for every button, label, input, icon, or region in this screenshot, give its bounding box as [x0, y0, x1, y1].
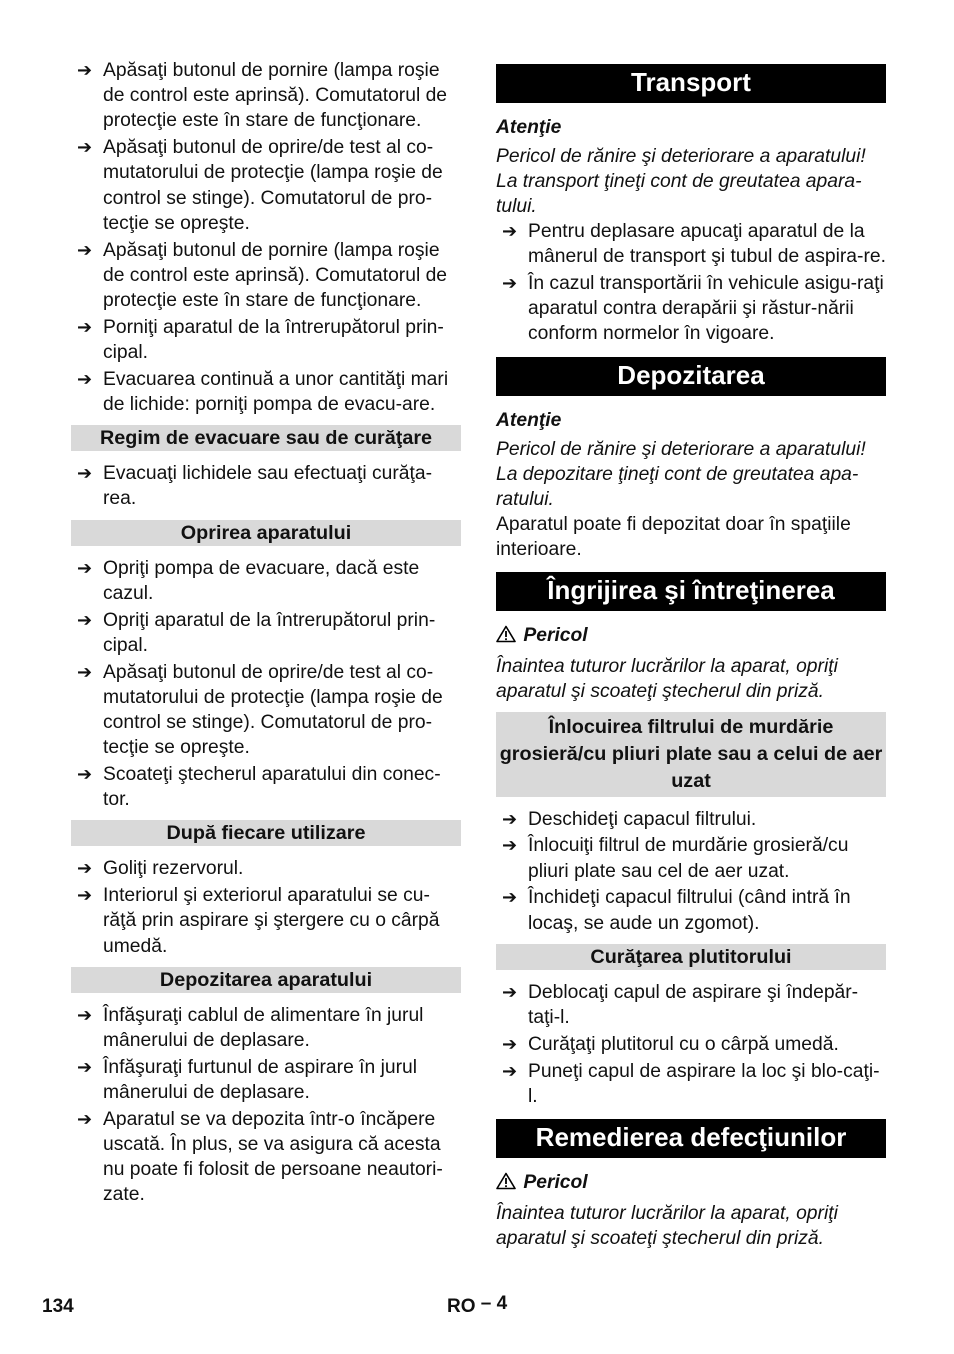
arrow-right-icon: ➔ [77, 239, 93, 260]
warning-icon-wrap [496, 625, 518, 650]
subsection-heading: Regim de evacuare sau de curăţare [71, 425, 461, 451]
instruction-item [71, 1055, 461, 1105]
arrow-right-icon: ➔ [77, 60, 93, 80]
instruction-text: Puneţi capul de aspirare la loc şi blo-caţi-l. [528, 1060, 880, 1107]
warning-heading [496, 623, 886, 650]
arrow-right-icon: ➔ [502, 981, 518, 1002]
warning-label: Atenţie [496, 409, 562, 431]
warning-triangle-icon [496, 1172, 516, 1190]
instruction-text: Deschideţi capacul filtrului. [528, 808, 757, 830]
instruction-item [71, 238, 461, 314]
instruction-item [496, 980, 886, 1030]
instruction-text: Scoateţi ştecherul aparatului din conec-tor. [103, 764, 441, 811]
arrow-right-icon: ➔ [77, 557, 93, 578]
body-text: Aparatul poate fi depozitat doar în spaţiile interioare. [496, 513, 851, 560]
warning-text: Pericol de rănire şi deteriorare a aparatului! La transport ţineţi cont de greutatea apara-tului. [496, 146, 866, 217]
instruction-item [71, 883, 461, 959]
instruction-item [71, 315, 461, 365]
instruction-item [71, 461, 461, 511]
instruction-item [496, 885, 886, 935]
instruction-item [496, 1032, 886, 1057]
arrow-right-icon: ➔ [77, 858, 93, 879]
section-heading: Depozitarea [496, 357, 886, 396]
instruction-item [496, 271, 886, 347]
right-column [496, 58, 886, 1251]
instruction-list [71, 1003, 461, 1208]
arrow-right-icon: ➔ [77, 1056, 93, 1077]
instruction-item [496, 833, 886, 883]
arrow-right-icon: ➔ [502, 887, 518, 908]
instruction-text: Înfăşuraţi cablul de alimentare în jurul mânerului de deplasare. [103, 1004, 424, 1052]
instruction-list [496, 219, 886, 347]
instruction-text: Aparatul se va depozita într-o încăpere uscată. În plus, se va asigura că acesta nu poate fi folosit de persoane neautori-zate. [103, 1108, 443, 1206]
section-heading: Îngrijirea şi întreţinerea [496, 572, 886, 611]
arrow-right-icon: ➔ [502, 808, 518, 829]
instruction-text: Pentru deplasare apucaţi aparatul de la mânerul de transport şi tubul de aspira-re. [528, 221, 886, 268]
instruction-item [71, 58, 461, 134]
arrow-right-icon: ➔ [77, 609, 93, 630]
instruction-text: Interiorul şi exteriorul aparatului se cu-răţă prin aspirare şi ştergere cu o cârpă umedă. [103, 885, 440, 957]
arrow-right-icon: ➔ [77, 1004, 93, 1025]
subsection-heading: Depozitarea aparatului [71, 967, 461, 993]
instruction-text: Apăsaţi butonul de oprire/de test al co-mutatorului de protecţie (lampa roşie de control se stinge). Comutatorul de pro-tecţie se opreşte. [103, 137, 443, 234]
instruction-item [496, 219, 886, 269]
arrow-right-icon: ➔ [77, 1108, 93, 1129]
instruction-item [71, 762, 461, 812]
instruction-item [71, 135, 461, 236]
section-heading: Remedierea defecţiunilor [496, 1119, 886, 1158]
subsection-heading: Oprirea aparatului [71, 520, 461, 546]
warning-label: Atenţie [496, 117, 562, 138]
instruction-item [71, 856, 461, 881]
instruction-list [496, 980, 886, 1109]
warning-text: Înaintea tuturor lucrărilor la aparat, opriţi aparatul şi scoateţi ştecherul din priză. [496, 655, 838, 702]
instruction-list [496, 807, 886, 936]
subsection-heading: Curăţarea plutitorului [496, 944, 886, 970]
arrow-right-icon: ➔ [502, 1060, 518, 1081]
arrow-right-icon: ➔ [502, 221, 518, 241]
warning-text: Înaintea tuturor lucrărilor la aparat, opriţi aparatul şi scoateţi ştecherul din priză. [496, 1203, 838, 1250]
instruction-item [496, 807, 886, 832]
instruction-item [71, 660, 461, 761]
arrow-right-icon: ➔ [502, 1033, 518, 1054]
instruction-text: Închideţi capacul filtrului (când intră în locaş, se aude un zgomot). [528, 887, 851, 934]
arrow-right-icon: ➔ [77, 885, 93, 906]
instruction-item [71, 1107, 461, 1208]
arrow-right-icon: ➔ [77, 463, 93, 484]
instruction-text: Porniţi aparatul de la întrerupătorul prin-cipal. [103, 316, 444, 364]
instruction-item [71, 1003, 461, 1053]
instruction-list [71, 556, 461, 813]
section-heading: Transport [496, 64, 886, 103]
warning-text: Pericol de rănire şi deteriorare a aparatului! La depozitare ţineţi cont de greutatea apa-ratului. [496, 438, 866, 510]
subsection-heading: Înlocuirea filtrului de murdărie grosieră/cu pliuri plate sau a celui de aer uzat [496, 712, 886, 797]
instruction-list [71, 856, 461, 958]
instruction-text: În cazul transportării în vehicule asigu-raţi aparatul contra derapării şi răstur-nării conform normelor în vigoare. [528, 273, 884, 345]
left-column [71, 58, 461, 1209]
warning-triangle-icon [496, 625, 516, 643]
instruction-text: Opriţi aparatul de la întrerupătorul prin-cipal. [103, 609, 436, 656]
instruction-text: Opriţi pompa de evacuare, dacă este cazul. [103, 557, 420, 604]
instruction-item [71, 556, 461, 606]
instruction-item [496, 1059, 886, 1109]
language-code: RO [447, 1296, 476, 1317]
warning-heading [496, 115, 886, 140]
instruction-text: Apăsaţi butonul de pornire (lampa roşie de control este aprinsă). Comutatorul de protecţie este în stare de funcţionare. [103, 239, 448, 312]
instruction-text: Apăsaţi butonul de pornire (lampa roşie de control este aprinsă). Comutatorul de protecţie este în stare de funcţionare. [103, 60, 448, 132]
arrow-right-icon: ➔ [77, 137, 93, 158]
instruction-text: Goliţi rezervorul. [103, 858, 244, 880]
instruction-text: Evacuarea continuă a unor cantităţi mari de lichide: porniţi pompa de evacu-are. [103, 368, 449, 416]
warning-label: Pericol [523, 624, 588, 646]
instruction-list [71, 58, 461, 417]
instruction-list [71, 461, 461, 511]
instruction-text: Apăsaţi butonul de oprire/de test al co-mutatorului de protecţie (lampa roşie de control se stinge). Comutatorul de pro-tecţie se opreşte. [103, 661, 443, 759]
subsection-heading: După fiecare utilizare [71, 820, 461, 846]
instruction-text: Curăţaţi plutitorul cu o cârpă umedă. [528, 1033, 839, 1055]
instruction-text: Evacuaţi lichidele sau efectuaţi curăţa-rea. [103, 463, 433, 510]
instruction-text: Deblocaţi capul de aspirare şi îndepăr-taţi-l. [528, 981, 859, 1029]
arrow-right-icon: ➔ [77, 368, 93, 389]
arrow-right-icon: ➔ [502, 835, 518, 856]
warning-icon-wrap [496, 1172, 518, 1197]
instruction-item [71, 608, 461, 658]
page-index: – 4 [480, 1293, 508, 1314]
page-label [447, 1293, 508, 1318]
instruction-text: Înlocuiţi filtrul de murdărie grosieră/cu pliuri plate sau cel de aer uzat. [528, 835, 849, 882]
warning-label: Pericol [523, 1172, 588, 1194]
warning-heading [496, 1170, 886, 1197]
arrow-right-icon: ➔ [77, 661, 93, 682]
instruction-item [71, 367, 461, 417]
arrow-right-icon: ➔ [77, 316, 93, 337]
arrow-right-icon: ➔ [502, 273, 518, 293]
arrow-right-icon: ➔ [77, 764, 93, 785]
instruction-text: Înfăşuraţi furtunul de aspirare în jurul mânerului de deplasare. [103, 1056, 418, 1104]
warning-heading [496, 408, 886, 433]
page-number: 134 [42, 1296, 74, 1317]
